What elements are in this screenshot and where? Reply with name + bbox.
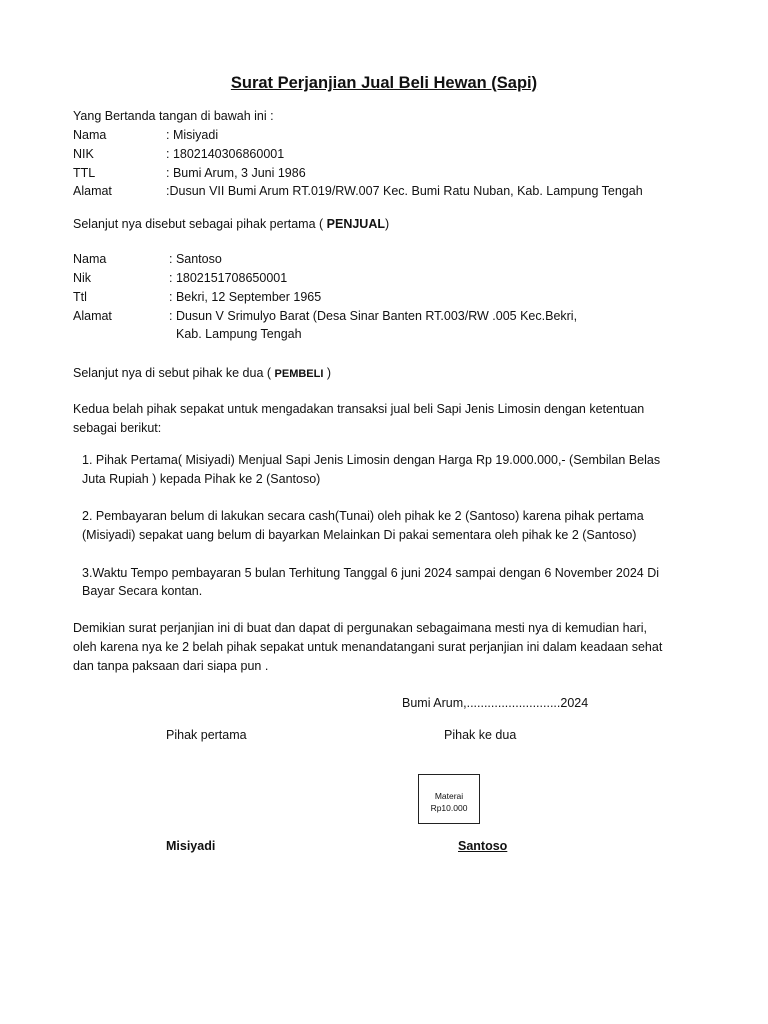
agreement-intro-line1: Kedua belah pihak sepakat untuk mengadakan transaksi jual beli Sapi Jenis Limosin dengan ketentuan: [73, 402, 645, 416]
buyer-nik-value: : 1802151708650001: [169, 271, 288, 285]
term-3-line1: 3.Waktu Tempo pembayaran 5 bulan Terhitung Tanggal 6 juni 2024 sampai dengan 6 November 2024 Di: [82, 566, 660, 580]
place-date: Bumi Arum,...........................2024: [402, 696, 589, 710]
closing-line3: dan tanpa paksaan dari siapa pun .: [73, 659, 269, 673]
second-party-suffix: ): [323, 366, 332, 380]
stamp-line2: Rp10.000: [430, 803, 468, 813]
second-party-name: Santoso: [458, 839, 508, 853]
buyer-name-value: : Santoso: [169, 252, 222, 266]
buyer-address-value-line1: : Dusun V Srimulyo Barat (Desa Sinar Banten RT.003/RW .005 Kec.Bekri,: [169, 309, 578, 323]
first-party-role: PENJUAL: [326, 217, 385, 231]
buyer-ttl-value: : Bekri, 12 September 1965: [169, 290, 322, 304]
buyer-address-value-line2: Kab. Lampung Tengah: [176, 327, 302, 341]
document-title: Surat Perjanjian Jual Beli Hewan (Sapi): [230, 74, 538, 92]
agreement-intro-line2: sebagai berikut:: [73, 421, 162, 435]
term-3-line2: Bayar Secara kontan.: [82, 584, 203, 598]
seller-address-label: Alamat: [73, 184, 112, 198]
second-party-signature-label: Pihak ke dua: [444, 728, 517, 742]
materai-stamp: [418, 774, 480, 824]
first-party-prefix: Selanjut nya disebut sebagai pihak pertama (: [73, 217, 327, 231]
buyer-ttl-label: Ttl: [73, 290, 87, 304]
seller-name-label: Nama: [73, 128, 107, 142]
seller-name-value: : Misiyadi: [166, 128, 219, 142]
seller-address-value: :Dusun VII Bumi Arum RT.019/RW.007 Kec. Bumi Ratu Nuban, Kab. Lampung Tengah: [166, 184, 643, 198]
term-1-line2: Juta Rupiah ) kepada Pihak ke 2 (Santoso): [82, 472, 321, 486]
first-party-note: [73, 215, 389, 233]
seller-ttl-value: : Bumi Arum, 3 Juni 1986: [166, 166, 306, 180]
second-party-note: [73, 364, 331, 383]
seller-nik-value: : 1802140306860001: [166, 147, 285, 161]
intro-text: Yang Bertanda tangan di bawah ini :: [73, 109, 274, 123]
second-party-role: PEMBELI: [274, 368, 324, 380]
seller-ttl-label: TTL: [73, 166, 96, 180]
term-2-line2: (Misiyadi) sepakat uang belum di bayarkan Melainkan Di pakai sementara oleh pihak ke 2 (Santoso): [82, 528, 637, 542]
stamp-line1: Materai: [434, 791, 464, 801]
buyer-nik-label: Nik: [73, 271, 92, 285]
second-party-prefix: Selanjut nya di sebut pihak ke dua (: [73, 366, 275, 380]
buyer-name-label: Nama: [73, 252, 107, 266]
buyer-address-label: Alamat: [73, 309, 112, 323]
term-2-line1: 2. Pembayaran belum di lakukan secara cash(Tunai) oleh pihak ke 2 (Santoso) karena pihak pertama: [82, 509, 644, 523]
first-party-signature-label: Pihak pertama: [166, 728, 247, 742]
closing-line2: oleh karena nya ke 2 belah pihak sepakat untuk menandatangani surat perjanjian ini dalam keadaan sehat: [73, 640, 663, 654]
first-party-name: Misiyadi: [166, 839, 216, 853]
term-1-line1: 1. Pihak Pertama( Misiyadi) Menjual Sapi Jenis Limosin dengan Harga Rp 19.000.000,- (Sembilan Belas: [82, 453, 661, 467]
first-party-suffix: ): [384, 217, 390, 231]
closing-line1: Demikian surat perjanjian ini di buat dan dapat di pergunakan sebagaimana mesti nya di kemudian hari,: [73, 621, 647, 635]
seller-nik-label: NIK: [73, 147, 94, 161]
